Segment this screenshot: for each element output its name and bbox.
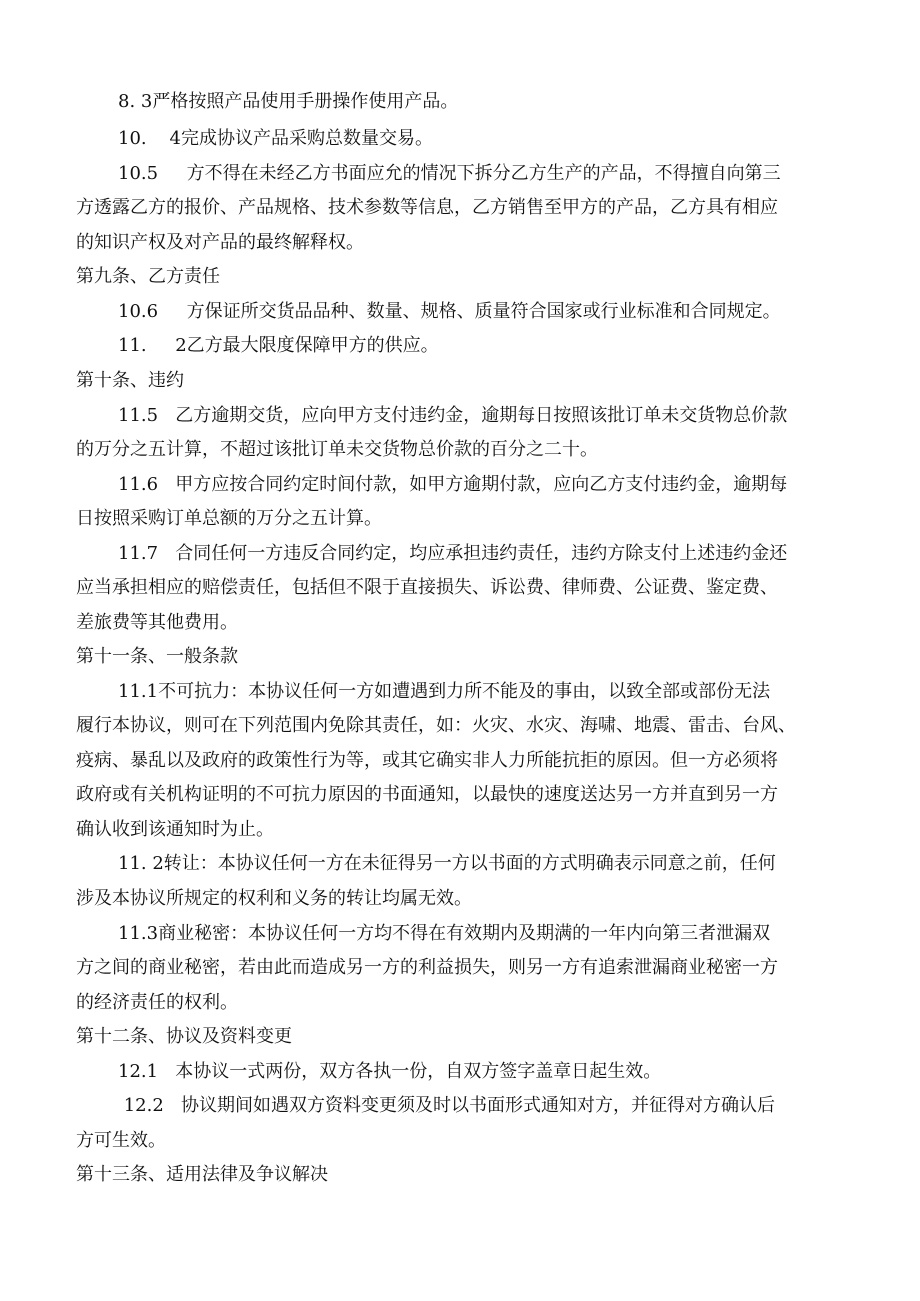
text-line: 10. 4完成协议产品采购总数量交易。	[118, 128, 433, 149]
text-line: 的万分之五计算，不超过该批订单未交货物总价款的百分之二十。	[76, 439, 598, 460]
text-line: 11.7 合同任何一方违反合同约定，均应承担违约责任，违约方除支付上述违约金还	[118, 543, 788, 564]
text-line: 履行本协议，则可在下列范围内免除其责任，如：火灾、水灾、海啸、地震、雷击、台风、	[76, 715, 796, 736]
text-line: 11. 2转让：本协议任何一方在未征得另一方以书面的方式明确表示同意之前，任何	[118, 853, 776, 874]
text-line: 方透露乙方的报价、产品规格、技术参数等信息，乙方销售至甲方的产品，乙方具有相应	[76, 197, 778, 218]
text-line: 差旅费等其他费用。	[76, 612, 238, 633]
section-heading: 第十条、违约	[76, 370, 184, 391]
section-heading: 第十一条、一般条款	[76, 646, 238, 667]
text-line: 涉及本协议所规定的权利和义务的转让均属无效。	[76, 888, 472, 909]
text-line: 12.1 本协议一式两份，双方各执一份，自双方签字盖章日起生效。	[118, 1061, 662, 1082]
text-line: 疫病、暴乱以及政府的政策性行为等，或其它确实非人力所能抗拒的原因。但一方必须将	[76, 750, 778, 771]
text-line: 11.3商业秘密：本协议任何一方均不得在有效期内及期满的一年内向第三者泄漏双	[118, 923, 771, 944]
section-heading: 第九条、乙方责任	[76, 266, 220, 287]
text-line: 8. 3严格按照产品使用手册操作使用产品。	[118, 91, 459, 112]
text-line: 日按照采购订单总额的万分之五计算。	[76, 508, 382, 529]
text-line: 的知识产权及对产品的最终解释权。	[76, 232, 364, 253]
section-heading: 第十三条、适用法律及争议解决	[76, 1164, 328, 1185]
text-line: 确认收到该通知时为止。	[76, 819, 274, 840]
text-line: 方可生效。	[76, 1130, 166, 1151]
text-line: 应当承担相应的赔偿责任，包括但不限于直接损失、诉讼费、律师费、公证费、鉴定费、	[76, 577, 778, 598]
text-line: 11. 2乙方最大限度保障甲方的供应。	[118, 335, 439, 356]
text-line: 10.5 方不得在未经乙方书面应允的情况下拆分乙方生产的产品，不得擅自向第三	[118, 163, 781, 184]
text-line: 方之间的商业秘密，若由此而造成另一方的利益损失，则另一方有追索泄漏商业秘密一方	[76, 957, 778, 978]
text-line: 11.6 甲方应按合同约定时间付款，如甲方逾期付款，应向乙方支付违约金，逾期每	[118, 474, 788, 495]
text-line: 11.5 乙方逾期交货，应向甲方支付违约金，逾期每日按照该批订单未交货物总价款	[118, 405, 788, 426]
text-line: 11.1不可抗力：本协议任何一方如遭遇到力所不能及的事由，以致全部或部份无法	[118, 681, 771, 702]
text-line: 10.6 方保证所交货品品种、数量、规格、质量符合国家或行业标准和合同规定。	[118, 301, 781, 322]
text-line: 的经济责任的权利。	[76, 992, 238, 1013]
section-heading: 第十二条、协议及资料变更	[76, 1026, 292, 1047]
text-line: 政府或有关机构证明的不可抗力原因的书面通知，以最快的速度送达另一方并直到另一方	[76, 784, 778, 805]
text-line: 12.2 协议期间如遇双方资料变更须及时以书面形式通知对方，并征得对方确认后	[118, 1095, 775, 1116]
